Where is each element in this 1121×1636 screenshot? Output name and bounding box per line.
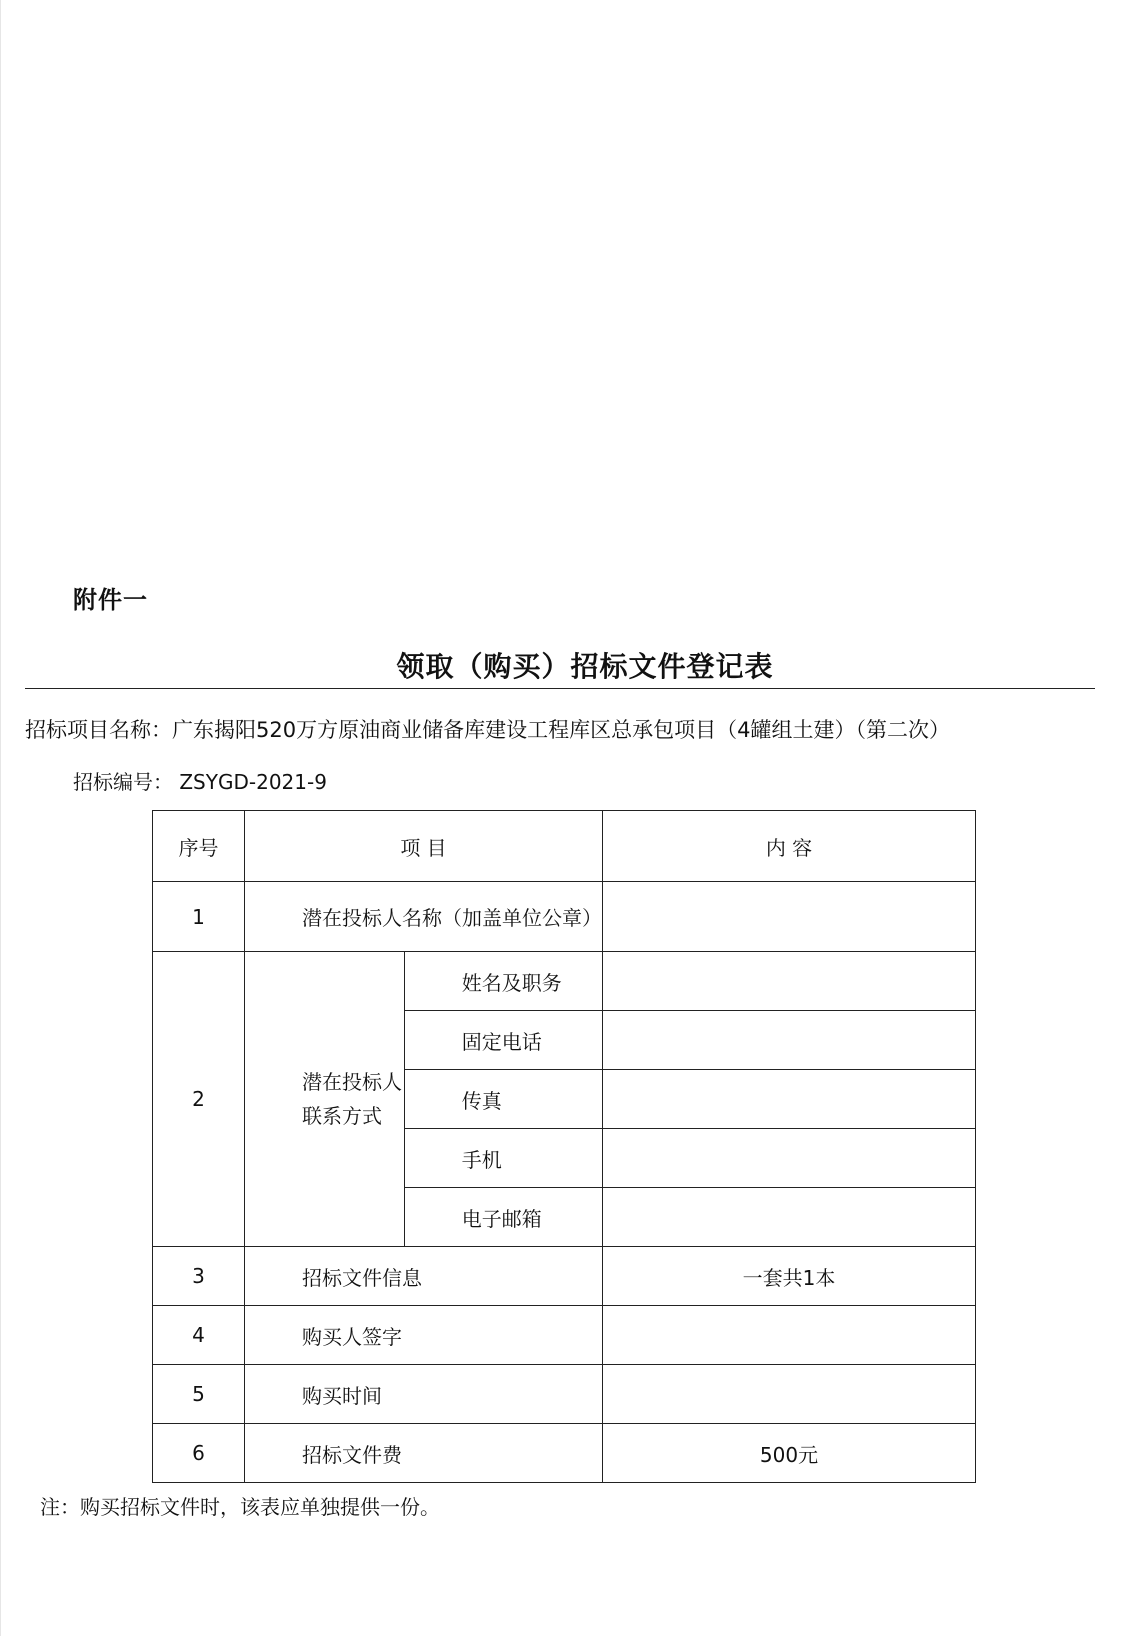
contact-subitem-label: 姓名及职务 [404,952,602,1011]
project-name-line [25,714,950,744]
contact-subitem-label: 固定电话 [404,1011,602,1070]
row-content-cell[interactable] [603,1365,976,1424]
row-content-cell[interactable] [603,882,976,952]
attachment-label: 附件一 [73,586,148,614]
contact-info-label: 潜在投标人 联系方式 [245,952,405,1247]
table-header-row [153,811,976,882]
page-edge [0,0,1,1636]
project-name-value: 广东揭阳520万方原油商业储备库建设工程库区总承包项目（4罐组土建）（第二次） [172,718,950,742]
contact-subitem-content[interactable] [603,1129,976,1188]
row-content-cell: 500元 [603,1424,976,1483]
contact-subitem-label: 手机 [404,1129,602,1188]
title-divider [25,688,1095,689]
row-seq: 3 [153,1247,245,1306]
bid-number-label: 招标编号： [73,770,173,794]
table-row [153,952,976,1011]
row-item: 招标文件费 [245,1424,603,1483]
table-row [153,882,976,952]
table-row [153,1247,976,1306]
table-row [153,1424,976,1483]
footnote: 注：购买招标文件时，该表应单独提供一份。 [40,1495,440,1519]
document-title: 领取（购买）招标文件登记表 [396,650,774,683]
project-name-label: 招标项目名称： [25,718,172,742]
row-seq: 2 [153,952,245,1247]
row-seq: 6 [153,1424,245,1483]
contact-subitem-label: 传真 [404,1070,602,1129]
header-item: 项 目 [245,811,603,882]
bid-number-value: ZSYGD-2021-9 [179,770,327,794]
registration-table [152,810,976,1483]
contact-subitem-content[interactable] [603,1188,976,1247]
contact-subitem-label: 电子邮箱 [404,1188,602,1247]
header-content: 内 容 [603,811,976,882]
row-item: 潜在投标人名称（加盖单位公章） [245,882,603,952]
bid-number-line [73,766,327,795]
row-content-cell: 一套共1本 [603,1247,976,1306]
row-seq: 1 [153,882,245,952]
row-seq: 4 [153,1306,245,1365]
table-row [153,1365,976,1424]
contact-subitem-content[interactable] [603,952,976,1011]
row-content-cell[interactable] [603,1306,976,1365]
header-seq: 序号 [153,811,245,882]
row-item: 招标文件信息 [245,1247,603,1306]
row-item: 购买人签字 [245,1306,603,1365]
row-seq: 5 [153,1365,245,1424]
row-item: 购买时间 [245,1365,603,1424]
contact-subitem-content[interactable] [603,1070,976,1129]
table-row [153,1306,976,1365]
contact-subitem-content[interactable] [603,1011,976,1070]
